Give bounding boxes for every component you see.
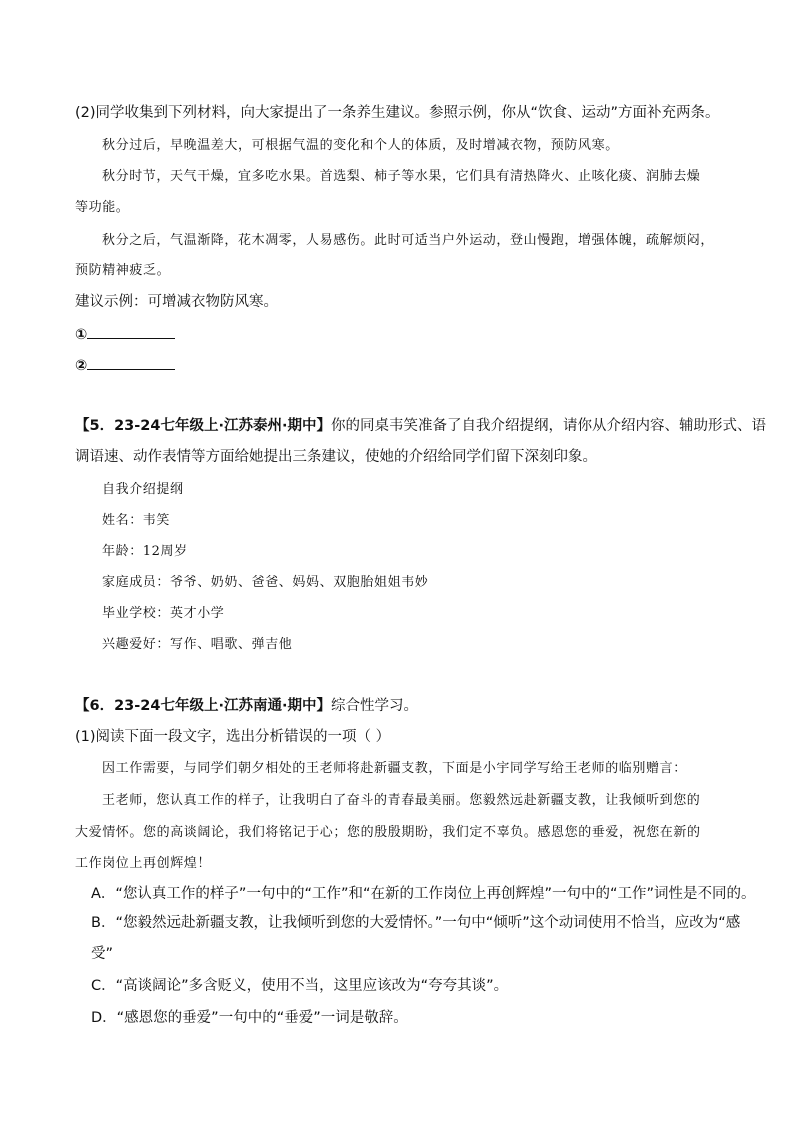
q6-tag: 【6．23-24七年级上·江苏南通·期中】 [75,698,331,714]
q5-stem-line1 [75,417,766,435]
outline-hobbies: 兴趣爱好：写作、唱歌、弹吉他 [102,637,293,652]
passage-line3: 大爱情怀。您的高谈阔论，我们将铭记于心；您的殷殷期盼，我们定不辜负。感恩您的垂爱，祝您在新的 [75,825,701,840]
answer-blank-1[interactable] [87,324,175,339]
material-3-line1: 秋分之后，气温渐降，花木凋零，人易感伤。此时可适当户外运动，登山慢跑，增强体魄，疏解烦闷， [102,233,715,248]
answer-marker-2: ② [75,358,88,374]
q4-part2-stem: (2)同学收集到下列材料，向大家提出了一条养生建议。参照示例，你从“饮食、运动”方面补充两条。 [75,105,720,121]
q5-stem-line2: 调语速、动作表情等方面给她提出三条建议，使她的介绍给同学们留下深刻印象。 [75,449,597,465]
passage-line4: 工作岗位上再创辉煌！ [75,856,212,871]
outline-family: 家庭成员：爷爷、奶奶、爸爸、妈妈、双胞胎姐姐韦妙 [102,575,429,590]
passage-line2: 王老师，您认真工作的样子，让我明白了奋斗的青春最美丽。您毅然远赴新疆支教，让我倾听到您的 [102,793,701,808]
answer-blank-2[interactable] [87,355,175,370]
q6-stem-line [75,697,418,715]
answer-line-1[interactable] [75,324,175,344]
material-2-line1: 秋分时节，天气干燥，宜多吃水果。首选梨、柿子等水果，它们具有清热降火、止咳化痰、润肺去燥 [102,169,701,184]
outline-name: 姓名：韦笑 [102,513,171,528]
q5-tag: 【5．23-24七年级上·江苏泰州·期中】 [75,418,331,434]
option-d[interactable]: D．“感恩您的垂爱”一句中的“垂爱”一词是敬辞。 [91,1010,408,1026]
option-a[interactable]: A．“您认真工作的样子”一句中的“工作”和“在新的工作岗位上再创辉煌”一句中的“工作”词性是不同的。 [91,886,756,902]
option-b-line1[interactable]: B．“您毅然远赴新疆支教，让我倾听到您的大爱情怀。”一句中“倾听”这个动词使用不恰当，应改为“感 [91,915,741,931]
passage-line1: 因工作需要，与同学们朝夕相处的王老师将赴新疆支教，下面是小宇同学写给王老师的临别赠言： [102,761,687,776]
material-3-line2: 预防精神疲乏。 [75,263,171,278]
outline-school: 毕业学校：英才小学 [102,606,225,621]
outline-title: 自我介绍提纲 [102,482,184,497]
outline-age: 年龄：12周岁 [102,544,188,559]
suggestion-example: 建议示例：可增减衣物防风寒。 [75,294,278,310]
option-b-line2[interactable]: 受” [91,946,114,962]
material-2-line2: 等功能。 [75,200,130,215]
answer-line-2[interactable] [75,355,175,375]
q6-part1-stem: (1)阅读下面一段文字，选出分析错误的一项（ ） [75,729,391,745]
answer-marker-1: ① [75,327,88,343]
q5-stem-text: 你的同桌韦笑准备了自我介绍提纲，请你从介绍内容、辅助形式、语 [330,418,766,434]
q6-stem-text: 综合性学习。 [330,698,418,714]
option-c[interactable]: C．“高谈阔论”多含贬义，使用不当，这里应该改为“夸夸其谈”。 [91,978,509,994]
material-1: 秋分过后，早晚温差大，可根据气温的变化和个人的体质，及时增减衣物，预防风寒。 [102,138,619,153]
